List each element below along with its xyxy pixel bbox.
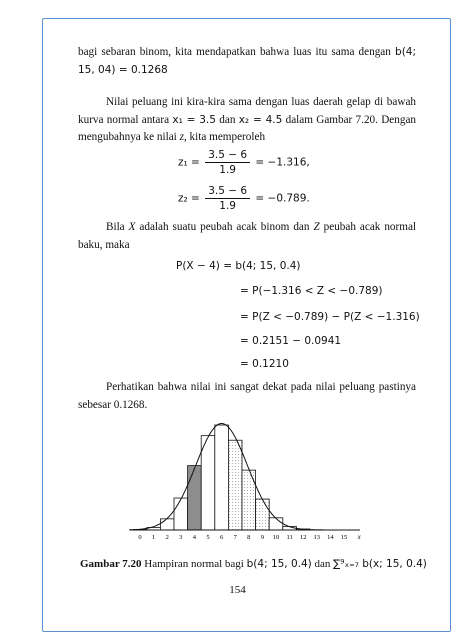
z1-rhs: = −1.316, [255, 156, 310, 169]
z2-rhs: = −0.789. [255, 192, 310, 205]
x-tick-label: 9 [260, 534, 265, 541]
z2-denominator: 1.9 [219, 200, 236, 212]
z2-fraction [205, 184, 250, 213]
paragraph-3-Z: Z [313, 221, 320, 233]
caption-dan: dan [314, 558, 331, 570]
calc-line-1: P(X − 4) = b(4; 15, 0.4) [176, 260, 301, 272]
x-tick-label: 12 [299, 534, 307, 541]
calc-line-4: = 0.2151 − 0.0941 [240, 335, 342, 347]
x-tick-label: 2 [165, 534, 169, 541]
paragraph-3-text-b: adalah suatu peubah acak binom dan [139, 221, 310, 233]
paragraph-3-text-a: Bila [106, 221, 125, 233]
x-tick-label: 14 [327, 534, 334, 541]
paragraph-4-text: Perhatikan bahwa nilai ini sangat dekat pada nilai peluang pastinya sebesar 0.1268. [78, 381, 416, 411]
z2-lhs: z₂ = [178, 192, 200, 205]
calc-line-2: = P(−1.316 < Z < −0.789) [240, 285, 383, 297]
paragraph-2-dan: dan [219, 113, 236, 126]
page-number: 154 [229, 584, 246, 596]
caption-text: Hampiran normal bagi [144, 558, 244, 570]
x-tick-label: 3 [179, 534, 183, 541]
paragraph-3-X: X [128, 221, 136, 233]
paragraph-1-math: b(4; 15, 04) = 0.1268 [78, 46, 417, 76]
z2-equation [178, 184, 310, 213]
paragraph-3-text-c: peubah acak normal baku, maka [78, 221, 417, 251]
x-tick-label: 1 [151, 534, 156, 541]
x-tick-label: 5 [206, 534, 210, 541]
x-tick-label: 4 [192, 534, 197, 541]
z2-numerator: 3.5 − 6 [205, 184, 250, 199]
z1-denominator: 1.9 [219, 164, 236, 176]
paragraph-3 [78, 219, 416, 254]
caption-math-1: b(4; 15, 0.4) [246, 558, 312, 570]
z1-numerator: 3.5 − 6 [205, 148, 250, 163]
x-tick-label: 10 [272, 534, 280, 541]
caption-math-2: ∑⁹ₓ₌₇ b(x; 15, 0.4) [333, 558, 427, 570]
caption-label: Gambar 7.20 [80, 558, 142, 570]
z1-equation [178, 148, 310, 177]
x-tick-label: 6 [219, 534, 224, 541]
z1-lhs: z₁ = [178, 156, 200, 169]
x-tick-label: 8 [247, 534, 251, 541]
figure-caption [80, 558, 427, 570]
paragraph-2-z: z [179, 131, 184, 143]
paragraph-2-text-b: dalam Gambar 7.20. Dengan mengubahnya ke nilai [78, 113, 417, 143]
x-tick-label: 11 [286, 534, 293, 541]
paragraph-2-text-c: , kita memperoleh [183, 131, 266, 143]
x-tick-label: 0 [138, 534, 142, 541]
x-axis-label: x [357, 533, 361, 541]
calc-line-3: = P(Z < −0.789) − P(Z < −1.316) [240, 311, 420, 323]
paragraph-1 [78, 44, 416, 79]
x-tick-label: 13 [313, 534, 321, 541]
paragraph-1-text: bagi sebaran binom, kita mendapatkan bahwa luas itu sama dengan [78, 46, 391, 58]
x-tick-label: 15 [340, 534, 348, 541]
paragraph-4 [78, 379, 416, 414]
calc-line-5: = 0.1210 [240, 358, 289, 370]
x-tick-label: 7 [233, 534, 237, 541]
paragraph-2-x1: x₁ = 3.5 [172, 113, 216, 126]
paragraph-2 [78, 94, 416, 147]
paragraph-2-x2: x₂ = 4.5 [238, 113, 283, 126]
z1-fraction [205, 148, 250, 177]
paragraph-2-text-a: Nilai peluang ini kira-kira sama dengan luas daerah gelap di bawah kurva normal antara [78, 96, 416, 126]
